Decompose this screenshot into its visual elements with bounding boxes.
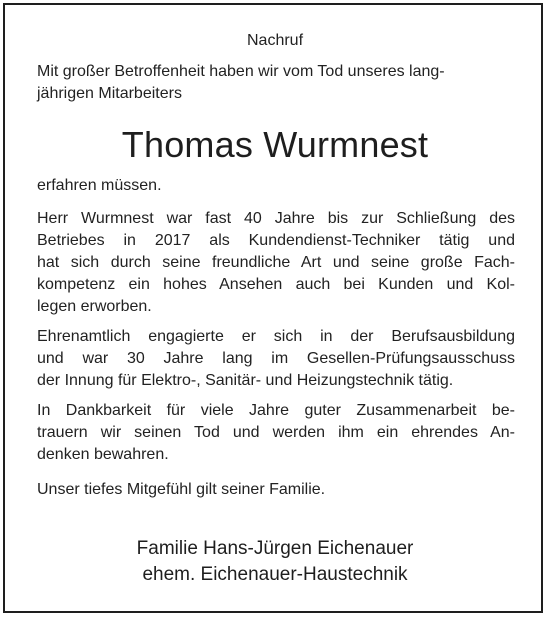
closing-text: Unser tiefes Mitgefühl gilt seiner Familie.: [37, 481, 326, 498]
intro-text: [37, 61, 517, 105]
paragraph-line: und war 30 Jahre lang im Gesellen-Prüfungsausschuss: [37, 350, 515, 367]
paragraph-career: [37, 208, 515, 318]
notice-heading: Nachruf: [246, 32, 304, 49]
paragraph-line: Ehrenamtlich engagierte er sich in der Berufsausbildung: [37, 328, 515, 345]
paragraph-line: Herr Wurmnest war fast 40 Jahre bis zur Schließung des: [37, 210, 515, 227]
paragraph-line: kompetenz ein hohes Ansehen auch bei Kunden und Kol-: [37, 276, 515, 293]
paragraph-line: der Innung für Elektro-, Sanitär- und Heizungstechnik tätig.: [37, 372, 454, 389]
after-name-text: erfahren müssen.: [37, 177, 162, 194]
paragraph-line: legen erworben.: [37, 298, 152, 315]
paragraph-line: In Dankbarkeit für viele Jahre guter Zusammenarbeit be-: [37, 402, 515, 419]
signature-line: ehem. Eichenauer-Haustechnik: [142, 564, 408, 585]
paragraph-line: Betriebes in 2017 als Kundendienst-Techniker tätig und: [37, 232, 515, 249]
intro-line: Mit großer Betroffenheit haben wir vom Tod unseres lang-: [37, 63, 445, 80]
paragraph-line: hat sich durch seine freundliche Art und seine große Fach-: [37, 254, 515, 271]
paragraph-volunteer: [37, 326, 515, 392]
paragraph-gratitude: [37, 400, 515, 466]
intro-line: jährigen Mitarbeiters: [37, 85, 182, 102]
paragraph-line: denken bewahren.: [37, 446, 169, 463]
deceased-name: Thomas Wurmnest: [121, 124, 429, 165]
signature-line: Familie Hans-Jürgen Eichenauer: [136, 538, 414, 559]
paragraph-line: trauern wir seinen Tod und werden ihm ein ehrendes An-: [37, 424, 515, 441]
